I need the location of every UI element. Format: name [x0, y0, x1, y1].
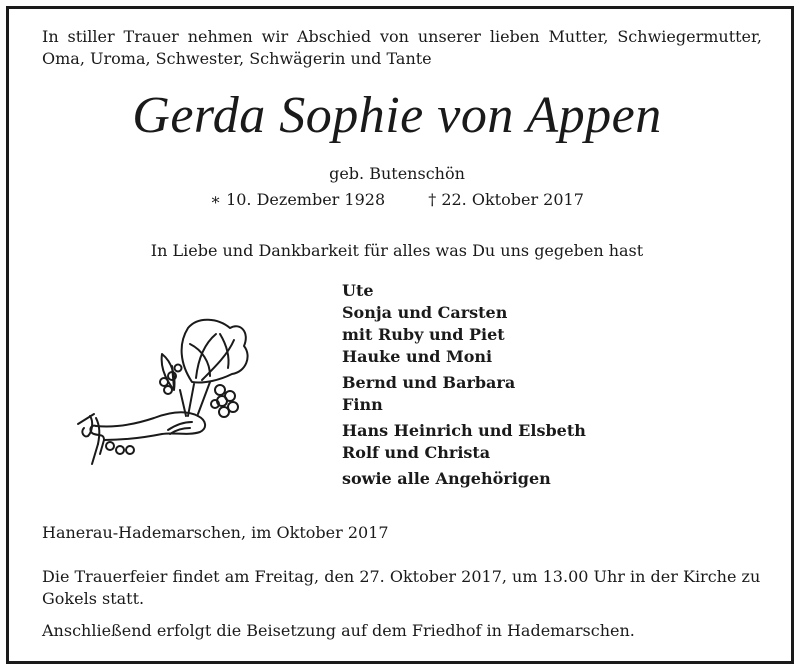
mourner-line: Ute	[342, 281, 374, 300]
mourner-group	[342, 280, 762, 368]
mourner-line: mit Ruby und Piet	[342, 325, 505, 344]
mourner-line: Rolf und Christa	[342, 443, 491, 462]
funeral-notice: Die Trauerfeier findet am Freitag, den 27. Oktober 2017, um 13.00 Uhr in der Kirche zu Gokels statt.	[42, 567, 761, 608]
mourner-line: Bernd und Barbara	[342, 373, 516, 392]
mourner-line: Sonja und Carsten	[342, 303, 508, 322]
burial-notice: Anschließend erfolgt die Beisetzung auf dem Friedhof in Hademarschen.	[42, 621, 635, 640]
deceased-name: Gerda Sophie von Appen	[132, 87, 662, 144]
mourner-line: Finn	[342, 395, 383, 414]
mourner-line: Hauke und Moni	[342, 347, 493, 366]
mourner-group	[342, 372, 762, 416]
maiden-name: geb. Butenschön	[329, 164, 465, 183]
intro-text: In stiller Trauer nehmen wir Abschied von unserer lieben Mutter, Schwiegermutter, Oma, Uroma, Schwester, Schwägerin und Tante	[42, 27, 762, 68]
mourner-line: Hans Heinrich und Elsbeth	[342, 421, 586, 440]
mourner-group	[342, 420, 762, 464]
place-date: Hanerau-Hademarschen, im Oktober 2017	[42, 523, 389, 542]
birth-date: ∗ 10. Dezember 1928	[210, 190, 386, 209]
hand-holding-flowers-icon	[70, 304, 260, 474]
mourners-list	[342, 280, 762, 494]
life-dates	[0, 189, 794, 211]
mourner-line: sowie alle Angehörigen	[342, 469, 551, 488]
mourner-group	[342, 468, 762, 490]
dedication-text: In Liebe und Dankbarkeit für alles was Du uns gegeben hast	[150, 241, 644, 260]
death-date: † 22. Oktober 2017	[428, 190, 584, 209]
